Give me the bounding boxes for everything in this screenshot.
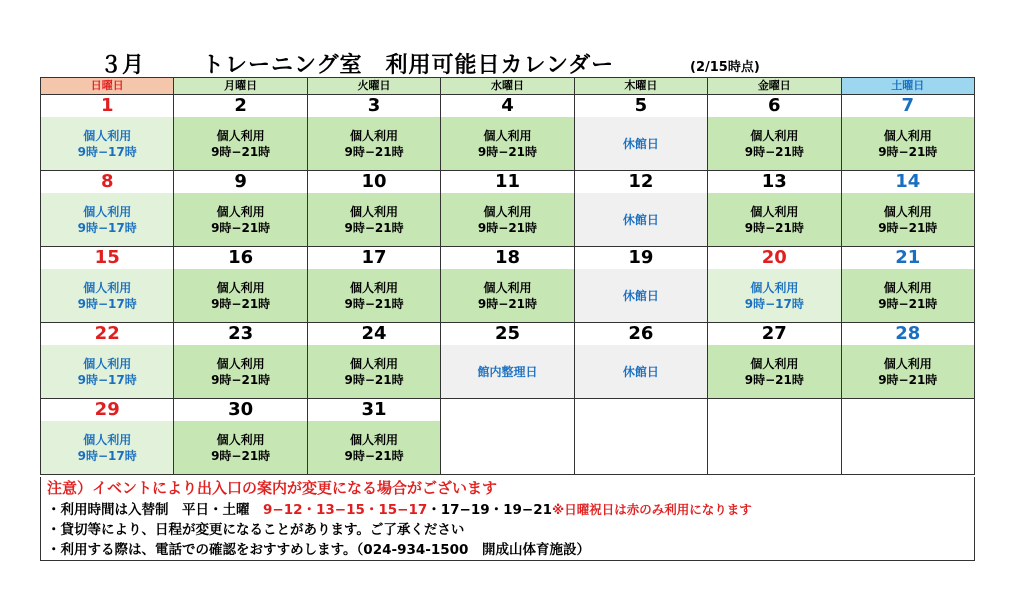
day-status	[174, 345, 306, 398]
note-hours-red: 9−12・13−15・15−17	[263, 502, 428, 518]
status-hours: 9時−21時	[344, 220, 404, 235]
day-cell	[174, 247, 307, 323]
status-label: 個人利用	[216, 204, 265, 219]
status-hours: 9時−17時	[77, 448, 137, 463]
day-cell	[41, 247, 174, 323]
week-row	[41, 171, 975, 247]
day-number: 5	[575, 95, 707, 117]
status-label: 個人利用	[216, 356, 265, 371]
day-status	[308, 421, 440, 474]
day-cell	[708, 247, 841, 323]
weekday-wed: 水曜日	[441, 78, 574, 95]
empty-cell	[841, 399, 974, 475]
day-status	[842, 117, 974, 170]
day-number: 15	[41, 247, 173, 269]
status-label: 個人利用	[883, 128, 932, 143]
day-cell	[708, 95, 841, 171]
calendar	[40, 77, 975, 475]
day-number: 27	[708, 323, 840, 345]
day-cell	[174, 323, 307, 399]
day-number: 12	[575, 171, 707, 193]
day-cell	[574, 95, 707, 171]
day-status	[308, 345, 440, 398]
day-cell	[574, 323, 707, 399]
notes-section	[40, 477, 975, 561]
status-label: 個人利用	[883, 204, 932, 219]
day-number: 26	[575, 323, 707, 345]
status-label: 個人利用	[750, 356, 799, 371]
day-number: 3	[308, 95, 440, 117]
day-status	[708, 117, 840, 170]
status-label: 個人利用	[216, 432, 265, 447]
week-row	[41, 95, 975, 171]
day-status	[708, 193, 840, 246]
status-label: 個人利用	[350, 432, 399, 447]
day-number: 2	[174, 95, 306, 117]
weekday-sun: 日曜日	[41, 78, 174, 95]
calendar-table	[40, 77, 975, 475]
status-hours: 9時−21時	[477, 296, 538, 311]
day-number: 19	[575, 247, 707, 269]
day-number: 9	[174, 171, 306, 193]
status-hours: 9時−17時	[744, 296, 804, 311]
day-number: 6	[708, 95, 840, 117]
day-status	[842, 193, 974, 246]
status-hours: 9時−21時	[211, 220, 271, 235]
day-number: 7	[842, 95, 974, 117]
attention-note: 注意）イベントにより出入口の案内が変更になる場合がございます	[47, 479, 498, 497]
day-status	[41, 345, 173, 398]
status-hours: 9時−21時	[744, 144, 804, 159]
note-hours-prefix: ・利用時間は入替制 平日・土曜	[47, 502, 263, 518]
day-number: 13	[708, 171, 840, 193]
status-hours: 9時−21時	[344, 448, 404, 463]
day-number: 11	[441, 171, 573, 193]
status-hours: 9時−21時	[878, 296, 938, 311]
day-number: 29	[41, 399, 173, 421]
status-label: 個人利用	[483, 128, 532, 143]
day-status	[41, 193, 173, 246]
status-hours: 9時−21時	[878, 372, 938, 387]
weekday-fri: 金曜日	[708, 78, 841, 95]
status-hours: 9時−17時	[77, 372, 137, 387]
weekday-sat: 土曜日	[841, 78, 974, 95]
day-cell	[441, 323, 574, 399]
status-label: 個人利用	[83, 280, 132, 295]
day-cell	[174, 95, 307, 171]
day-cell	[441, 95, 574, 171]
status-hours: 9時−21時	[211, 448, 271, 463]
status-label: 休館日	[622, 288, 659, 303]
day-status	[441, 193, 573, 246]
day-cell	[41, 95, 174, 171]
day-status	[41, 269, 173, 322]
day-number: 10	[308, 171, 440, 193]
status-label: 休館日	[622, 364, 659, 379]
week-row	[41, 399, 975, 475]
day-number: 8	[41, 171, 173, 193]
status-label: 館内整理日	[477, 364, 538, 379]
day-cell	[841, 171, 974, 247]
week-row	[41, 247, 975, 323]
day-cell	[307, 399, 440, 475]
status-label: 個人利用	[350, 128, 399, 143]
status-label: 個人利用	[483, 204, 532, 219]
day-status	[174, 193, 306, 246]
day-cell	[441, 171, 574, 247]
status-hours: 9時−21時	[477, 144, 538, 159]
day-status	[308, 193, 440, 246]
day-cell	[174, 399, 307, 475]
day-number: 17	[308, 247, 440, 269]
status-hours: 9時−21時	[878, 220, 938, 235]
status-hours: 9時−21時	[344, 144, 404, 159]
day-cell	[708, 171, 841, 247]
status-label: 個人利用	[883, 356, 932, 371]
day-status	[41, 421, 173, 474]
day-number: 21	[842, 247, 974, 269]
status-hours: 9時−21時	[744, 372, 804, 387]
day-number: 1	[41, 95, 173, 117]
note-hours	[47, 498, 752, 518]
day-status	[174, 269, 306, 322]
day-number: 20	[708, 247, 840, 269]
day-status	[708, 269, 840, 322]
status-label: 休館日	[622, 212, 659, 227]
title-as-of: (2/15時点)	[690, 60, 760, 75]
weekday-mon: 月曜日	[174, 78, 307, 95]
status-hours: 9時−17時	[77, 296, 137, 311]
day-status	[842, 345, 974, 398]
status-label: 個人利用	[83, 204, 132, 219]
day-number: 28	[842, 323, 974, 345]
weekday-header-row	[41, 78, 975, 95]
title-month: ３月	[100, 53, 145, 78]
day-cell	[41, 399, 174, 475]
note-sunday: ※日曜祝日は赤のみ利用になります	[552, 502, 752, 517]
status-label: 個人利用	[216, 280, 265, 295]
weekday-tue: 火曜日	[307, 78, 440, 95]
day-status	[575, 193, 707, 246]
day-number: 30	[174, 399, 306, 421]
status-label: 個人利用	[483, 280, 532, 295]
day-cell	[307, 171, 440, 247]
status-hours: 9時−17時	[77, 220, 137, 235]
note-hours-rest: ・17−19・19−21	[427, 502, 553, 518]
day-status	[575, 269, 707, 322]
day-status	[575, 117, 707, 170]
status-hours: 9時−21時	[477, 220, 538, 235]
day-number: 31	[308, 399, 440, 421]
day-status	[174, 421, 306, 474]
day-status	[41, 117, 173, 170]
status-hours: 9時−21時	[211, 296, 271, 311]
status-label: 個人利用	[83, 356, 132, 371]
day-number: 23	[174, 323, 306, 345]
day-status	[842, 269, 974, 322]
status-label: 個人利用	[216, 128, 265, 143]
day-cell	[307, 247, 440, 323]
day-status	[575, 345, 707, 398]
day-cell	[708, 323, 841, 399]
day-status	[308, 269, 440, 322]
status-label: 個人利用	[350, 204, 399, 219]
day-number: 18	[441, 247, 573, 269]
page-title	[40, 48, 980, 78]
status-label: 個人利用	[350, 280, 399, 295]
day-status	[308, 117, 440, 170]
day-cell	[574, 171, 707, 247]
weekday-thu: 木曜日	[574, 78, 707, 95]
day-number: 22	[41, 323, 173, 345]
empty-cell	[574, 399, 707, 475]
status-hours: 9時−21時	[744, 220, 804, 235]
day-cell	[441, 247, 574, 323]
status-label: 個人利用	[750, 204, 799, 219]
day-status	[441, 345, 573, 398]
title-main: トレーニング室 利用可能日カレンダー	[202, 53, 615, 78]
day-number: 25	[441, 323, 573, 345]
status-label: 個人利用	[883, 280, 932, 295]
day-cell	[307, 95, 440, 171]
day-cell	[841, 95, 974, 171]
day-cell	[574, 247, 707, 323]
day-cell	[174, 171, 307, 247]
day-number: 24	[308, 323, 440, 345]
status-hours: 9時−21時	[344, 372, 404, 387]
status-hours: 9時−21時	[211, 144, 271, 159]
day-cell	[41, 323, 174, 399]
status-hours: 9時−17時	[77, 144, 137, 159]
day-status	[441, 117, 573, 170]
day-status	[708, 345, 840, 398]
day-cell	[841, 323, 974, 399]
status-hours: 9時−21時	[344, 296, 404, 311]
day-cell	[307, 323, 440, 399]
day-cell	[841, 247, 974, 323]
day-number: 16	[174, 247, 306, 269]
status-label: 休館日	[622, 136, 659, 151]
day-cell	[41, 171, 174, 247]
day-number: 14	[842, 171, 974, 193]
note-contact: ・利用する際は、電話での確認をおすすめします。（024-934-1500 開成山体育施設）	[47, 542, 590, 558]
day-status	[441, 269, 573, 322]
note-reservation: ・貸切等により、日程が変更になることがあります。ご了承ください	[47, 522, 465, 538]
empty-cell	[441, 399, 574, 475]
day-status	[174, 117, 306, 170]
status-hours: 9時−21時	[878, 144, 938, 159]
week-row	[41, 323, 975, 399]
status-label: 個人利用	[750, 128, 799, 143]
empty-cell	[708, 399, 841, 475]
status-hours: 9時−21時	[211, 372, 271, 387]
status-label: 個人利用	[350, 356, 399, 371]
status-label: 個人利用	[83, 432, 132, 447]
status-label: 個人利用	[750, 280, 799, 295]
status-label: 個人利用	[83, 128, 132, 143]
day-number: 4	[441, 95, 573, 117]
